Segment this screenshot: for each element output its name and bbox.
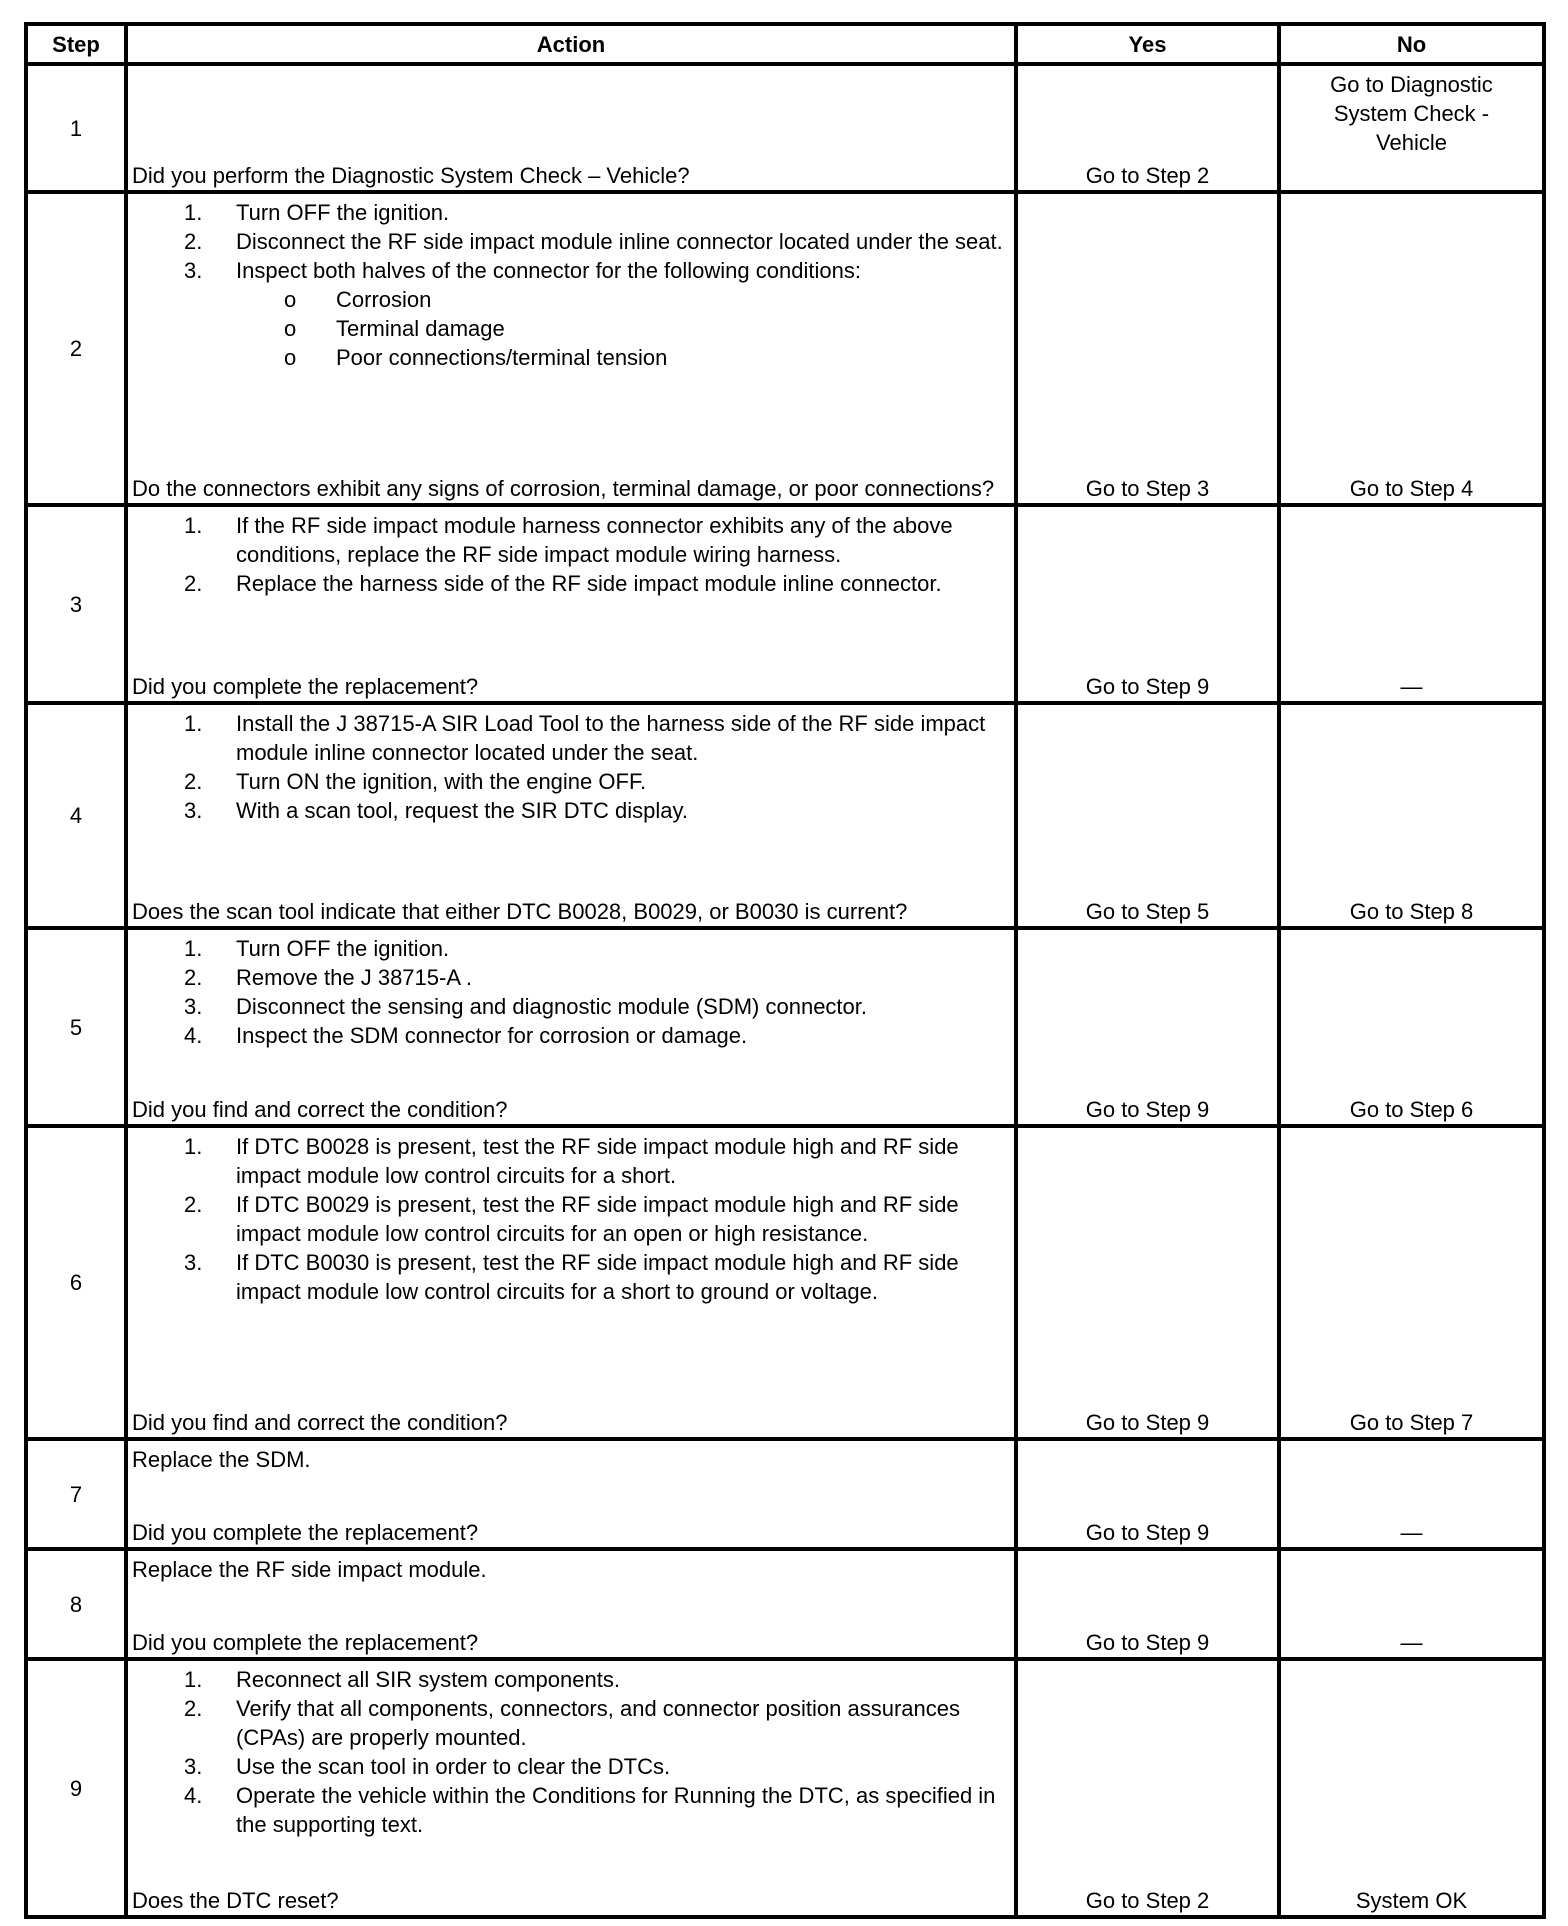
yes-result: Go to Step 9 (1016, 928, 1279, 1126)
no-result: Go to Step 8 (1279, 703, 1544, 928)
action-list-item (132, 256, 1010, 285)
action-question: Did you complete the replacement? (132, 1520, 479, 1545)
action-content (132, 70, 1010, 190)
action-cell (126, 192, 1016, 505)
action-list-item (132, 1021, 1010, 1050)
list-text: If DTC B0028 is present, test the RF side impact module high and RF side impact module low control circuits for a short. (236, 1134, 959, 1188)
bullet-icon: o (284, 316, 297, 341)
list-text: Reconnect all SIR system components. (236, 1667, 620, 1692)
action-cell (126, 1549, 1016, 1659)
list-number: 1. (184, 200, 203, 225)
list-text: Disconnect the sensing and diagnostic module (SDM) connector. (236, 994, 868, 1019)
step-number: 4 (26, 703, 126, 928)
action-intro: Replace the RF side impact module. (132, 1557, 487, 1582)
diagnostic-table (24, 22, 1546, 1919)
action-intro: Replace the SDM. (132, 1447, 311, 1472)
list-number: 1. (184, 1667, 203, 1692)
sub-list-text: Poor connections/terminal tension (336, 345, 668, 370)
sub-list-item (132, 285, 1010, 314)
table-row (26, 1126, 1544, 1439)
action-content (132, 511, 1010, 701)
list-text: Turn OFF the ignition. (236, 936, 450, 961)
yes-result: Go to Step 9 (1016, 1126, 1279, 1439)
table-row (26, 1659, 1544, 1917)
header-action: Action (126, 24, 1016, 64)
action-list-item (132, 1132, 1010, 1190)
list-text: Install the J 38715-A SIR Load Tool to the harness side of the RF side impact module inline connector located under the seat. (236, 711, 986, 765)
yes-result: Go to Step 3 (1016, 192, 1279, 505)
yes-result: Go to Step 9 (1016, 505, 1279, 703)
no-result: — (1279, 505, 1544, 703)
list-text: Replace the harness side of the RF side impact module inline connector. (236, 571, 942, 596)
yes-result: Go to Step 9 (1016, 1549, 1279, 1659)
action-steps (132, 1132, 1010, 1306)
action-content (132, 198, 1010, 503)
action-cell (126, 703, 1016, 928)
action-cell (126, 64, 1016, 192)
action-content (132, 1445, 1010, 1547)
list-text: Verify that all components, connectors, and connector position assurances (CPAs) are properly mounted. (236, 1696, 960, 1750)
action-steps (132, 511, 1010, 598)
action-steps (132, 1555, 1010, 1584)
list-number: 4. (184, 1023, 203, 1048)
header-row (26, 24, 1544, 64)
action-steps (132, 1665, 1010, 1839)
action-cell (126, 505, 1016, 703)
step-number: 2 (26, 192, 126, 505)
no-result: Go to Diagnostic System Check - Vehicle (1279, 64, 1544, 192)
step-number: 8 (26, 1549, 126, 1659)
header-step: Step (26, 24, 126, 64)
list-number: 2. (184, 571, 203, 596)
action-question: Does the DTC reset? (132, 1888, 339, 1913)
table-row (26, 505, 1544, 703)
list-number: 3. (184, 1754, 203, 1779)
action-list-item (132, 198, 1010, 227)
list-number: 2. (184, 1192, 203, 1217)
action-cell (126, 928, 1016, 1126)
action-question: Do the connectors exhibit any signs of corrosion, terminal damage, or poor connections? (132, 476, 995, 501)
list-number: 3. (184, 994, 203, 1019)
action-content (132, 1132, 1010, 1437)
yes-result: Go to Step 5 (1016, 703, 1279, 928)
action-content (132, 1555, 1010, 1657)
list-number: 2. (184, 229, 203, 254)
action-content (132, 934, 1010, 1124)
list-number: 3. (184, 1250, 203, 1275)
no-result: Go to Step 6 (1279, 928, 1544, 1126)
list-text: Disconnect the RF side impact module inline connector located under the seat. (236, 229, 1003, 254)
list-number: 1. (184, 513, 203, 538)
list-number: 2. (184, 1696, 203, 1721)
list-text: Inspect both halves of the connector for the following conditions: (236, 258, 861, 283)
list-text: Turn OFF the ignition. (236, 200, 450, 225)
list-text: If DTC B0029 is present, test the RF side impact module high and RF side impact module low control circuits for an open or high resistance. (236, 1192, 959, 1246)
step-number: 5 (26, 928, 126, 1126)
action-list-item (132, 709, 1010, 767)
sub-list-text: Terminal damage (336, 316, 505, 341)
action-list-item (132, 992, 1010, 1021)
action-steps (132, 709, 1010, 825)
action-list-item (132, 796, 1010, 825)
step-number: 3 (26, 505, 126, 703)
action-list-item (132, 1665, 1010, 1694)
list-number: 1. (184, 711, 203, 736)
table-row (26, 1439, 1544, 1549)
action-list-item (132, 569, 1010, 598)
list-text: Use the scan tool in order to clear the DTCs. (236, 1754, 671, 1779)
yes-result: Go to Step 2 (1016, 64, 1279, 192)
list-text: If the RF side impact module harness connector exhibits any of the above conditions, replace the RF side impact module wiring harness. (236, 513, 953, 567)
action-steps (132, 1445, 1010, 1474)
action-question: Did you find and correct the condition? (132, 1097, 508, 1122)
list-text: If DTC B0030 is present, test the RF side impact module high and RF side impact module low control circuits for a short to ground or voltage. (236, 1250, 959, 1304)
table-row (26, 703, 1544, 928)
action-list-item (132, 511, 1010, 569)
action-question: Does the scan tool indicate that either DTC B0028, B0029, or B0030 is current? (132, 899, 908, 924)
action-cell (126, 1126, 1016, 1439)
action-list-item (132, 227, 1010, 256)
list-text: Remove the J 38715-A . (236, 965, 473, 990)
action-list-item (132, 1248, 1010, 1306)
list-text: Inspect the SDM connector for corrosion or damage. (236, 1023, 748, 1048)
list-number: 2. (184, 769, 203, 794)
list-text: With a scan tool, request the SIR DTC display. (236, 798, 688, 823)
list-text: Operate the vehicle within the Conditions for Running the DTC, as specified in the supporting text. (236, 1783, 996, 1837)
list-number: 2. (184, 965, 203, 990)
action-list-item (132, 963, 1010, 992)
action-list-item (132, 1190, 1010, 1248)
no-result: System OK (1279, 1659, 1544, 1917)
action-question: Did you find and correct the condition? (132, 1410, 508, 1435)
no-result: — (1279, 1549, 1544, 1659)
bullet-icon: o (284, 287, 297, 312)
action-list-item (132, 1694, 1010, 1752)
list-number: 1. (184, 1134, 203, 1159)
no-result: — (1279, 1439, 1544, 1549)
action-cell (126, 1659, 1016, 1917)
step-number: 7 (26, 1439, 126, 1549)
table-row (26, 928, 1544, 1126)
action-list-item (132, 1781, 1010, 1839)
action-question: Did you perform the Diagnostic System Check – Vehicle? (132, 163, 690, 188)
list-number: 3. (184, 798, 203, 823)
action-question: Did you complete the replacement? (132, 1630, 479, 1655)
step-number: 1 (26, 64, 126, 192)
step-number: 9 (26, 1659, 126, 1917)
bullet-icon: o (284, 345, 297, 370)
action-content (132, 1665, 1010, 1915)
yes-result: Go to Step 2 (1016, 1659, 1279, 1917)
action-content (132, 709, 1010, 926)
table-row (26, 192, 1544, 505)
action-steps (132, 198, 1010, 372)
action-list-item (132, 934, 1010, 963)
sub-list-text: Corrosion (336, 287, 432, 312)
list-number: 1. (184, 936, 203, 961)
header-yes: Yes (1016, 24, 1279, 64)
sub-list-item (132, 314, 1010, 343)
header-no: No (1279, 24, 1544, 64)
action-steps (132, 934, 1010, 1050)
list-number: 4. (184, 1783, 203, 1808)
list-number: 3. (184, 258, 203, 283)
list-text: Turn ON the ignition, with the engine OFF. (236, 769, 647, 794)
no-result: Go to Step 4 (1279, 192, 1544, 505)
action-cell (126, 1439, 1016, 1549)
sub-list-item (132, 343, 1010, 372)
action-question: Did you complete the replacement? (132, 674, 479, 699)
table-row (26, 1549, 1544, 1659)
step-number: 6 (26, 1126, 126, 1439)
no-result: Go to Step 7 (1279, 1126, 1544, 1439)
table-row (26, 64, 1544, 192)
action-list-item (132, 1752, 1010, 1781)
yes-result: Go to Step 9 (1016, 1439, 1279, 1549)
action-list-item (132, 767, 1010, 796)
